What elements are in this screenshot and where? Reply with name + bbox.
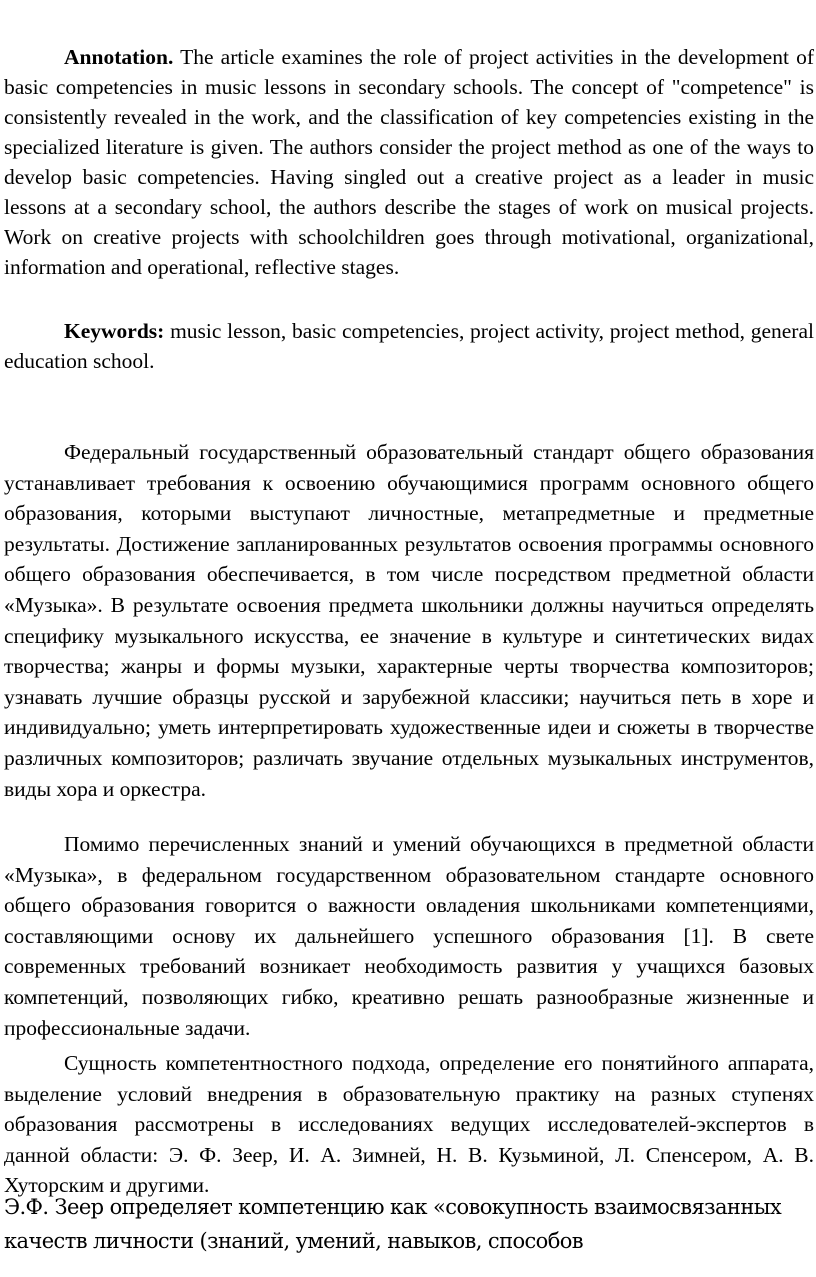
body-paragraph-2: Помимо перечисленных знаний и умений обучающихся в предметной области «Музыка», в федеральном государственном образовательном стандарте основного общего образования говорится о важности овладения школьниками компетенциями, составляющими основу их дальнейшего успешного образования [1]. В свете современных требований возникает необходимость развития у учащихся базовых компетенций, позволяющих гибко, креативно решать разнообразные жизненные и профессиональные задачи. — [4, 832, 814, 1040]
abstract-paragraph — [4, 42, 814, 282]
keywords-label: Keywords: — [64, 319, 165, 343]
keywords-text: music lesson, basic competencies, project activity, project method, general education school. — [4, 319, 814, 373]
abstract-text: The article examines the role of project activities in the development of basic competencies in music lessons in secondary schools. The concept of "competence" is consistently revealed in the work, and the classification of key competencies existing in the specialized literature is given. The authors consider the project method as one of the ways to develop basic competencies. Having singled out a creative project as a leader in music lessons at a secondary school, the authors describe the stages of work on musical projects. Work on creative projects with schoolchildren goes through motivational, organizational, information and operational, reflective stages. — [4, 45, 814, 279]
body-paragraph-4-line-2: качеств личности (знаний, умений, навыков, способов — [4, 1229, 584, 1253]
body-paragraph-4 — [4, 1190, 814, 1258]
abstract-label: Annotation. — [64, 45, 174, 69]
body-paragraph-3: Сущность компетентностного подхода, определение его понятийного аппарата, выделение условий внедрения в образовательную практику на разных ступенях образования рассмотрены в исследованиях ведущих исследователей-экспертов в данной области: Э. Ф. Зеер, И. А. Зимней, Н. В. Кузьминой, Л. Спенсером, А. В. Хуторским и другими. — [4, 1051, 814, 1198]
keywords-paragraph — [4, 316, 814, 376]
body-paragraph-4-line-1: Э.Ф. Зеер определяет компетенцию как «совокупность взаимосвязанных — [4, 1195, 782, 1219]
body-paragraph-1: Федеральный государственный образовательный стандарт общего образования устанавливает требования к освоению обучающимися программ основного общего образования, которыми выступают личностные, метапредметные и предметные результаты. Достижение запланированных результатов освоения программы основного общего образования обеспечивается, в том числе посредством предметной области «Музыка». В результате освоения предмета школьники должны научиться определять специфику музыкального искусства, ее значение в культуре и синтетических видах творчества; жанры и формы музыки, характерные черты творчества композиторов; узнавать лучшие образцы русской и зарубежной классики; научиться петь в хоре и индивидуально; уметь интерпретировать художественные идеи и сюжеты в творчестве различных композиторов; различать звучание отдельных музыкальных инструментов, виды хора и оркестра. — [4, 440, 814, 801]
